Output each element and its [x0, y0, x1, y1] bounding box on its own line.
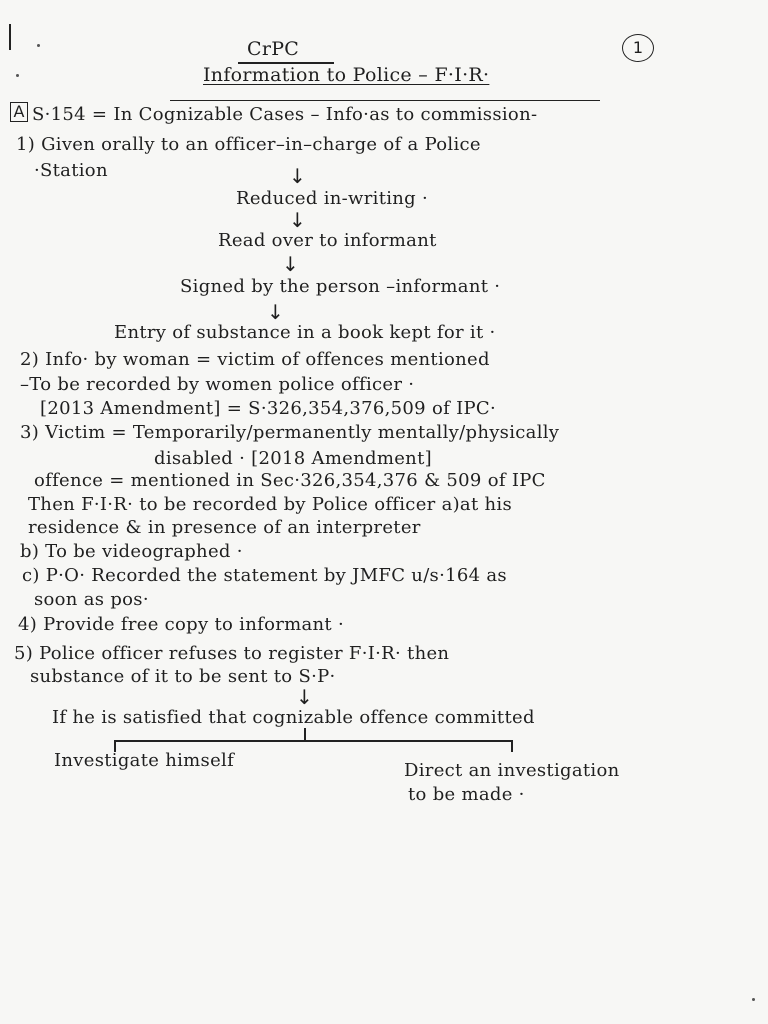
point-2-line-1: 2) Info· by woman = victim of offences mentioned — [20, 349, 490, 370]
flow-step-reduced: Reduced in-writing · — [236, 188, 429, 209]
point-3-line-4: Then F·I·R· to be recorded by Police officer a)at his — [28, 494, 512, 515]
ink-speck — [37, 44, 40, 47]
flow-step-entry: Entry of substance in a book kept for it · — [114, 322, 496, 343]
branch-right-drop — [511, 740, 513, 752]
point-1-line-2: ·Station — [34, 160, 108, 181]
point-5-line-1: 5) Police officer refuses to register F·I·R· then — [14, 643, 450, 664]
point-3-c-line-1: c) P·O· Recorded the statement by JMFC u/s·164 as — [22, 565, 507, 586]
point-4: 4) Provide free copy to informant · — [18, 614, 345, 635]
flow-step-read-over: Read over to informant — [218, 230, 437, 251]
point-3-b: b) To be videographed · — [20, 541, 243, 562]
point-2-line-3: [2013 Amendment] = S·326,354,376,509 of IPC· — [40, 398, 496, 419]
section-a-heading: S·154 = In Cognizable Cases – Info·as to commission- — [32, 104, 538, 125]
point-5-line-2: substance of it to be sent to S·P· — [30, 666, 336, 687]
down-arrow-icon: ↓ — [282, 252, 299, 276]
down-arrow-icon: ↓ — [267, 300, 284, 324]
down-arrow-icon: ↓ — [289, 164, 306, 188]
point-3-line-2: disabled · [2018 Amendment] — [154, 448, 432, 469]
subject-title: CrPC — [247, 38, 300, 60]
point-3-c-line-2: soon as pos· — [34, 589, 149, 610]
flow-step-signed: Signed by the person –informant · — [180, 276, 501, 297]
branch-bar — [114, 740, 512, 742]
ink-speck — [16, 74, 19, 77]
branch-right-line-2: to be made · — [408, 784, 525, 805]
down-arrow-icon: ↓ — [296, 685, 313, 709]
point-3-line-3: offence = mentioned in Sec·326,354,376 & 509 of IPC — [34, 470, 546, 491]
point-3-line-5: residence & in presence of an interpreter — [28, 517, 421, 538]
ink-speck — [752, 998, 755, 1001]
margin-mark — [9, 24, 11, 50]
page-title: Information to Police – F·I·R· — [203, 64, 490, 86]
branch-right-line-1: Direct an investigation — [404, 760, 620, 781]
page-number-badge: 1 — [622, 34, 654, 62]
point-1-line-1: 1) Given orally to an officer–in–charge of a Police — [16, 134, 481, 155]
down-arrow-icon: ↓ — [289, 208, 306, 232]
condition-statement: If he is satisfied that cognizable offence committed — [52, 707, 535, 728]
title-rule — [170, 100, 600, 101]
point-3-line-1: 3) Victim = Temporarily/permanently mentally/physically — [20, 422, 560, 443]
branch-left-option: Investigate himself — [54, 750, 235, 771]
section-a-marker: A — [10, 102, 28, 122]
point-2-line-2: –To be recorded by women police officer · — [20, 374, 415, 395]
